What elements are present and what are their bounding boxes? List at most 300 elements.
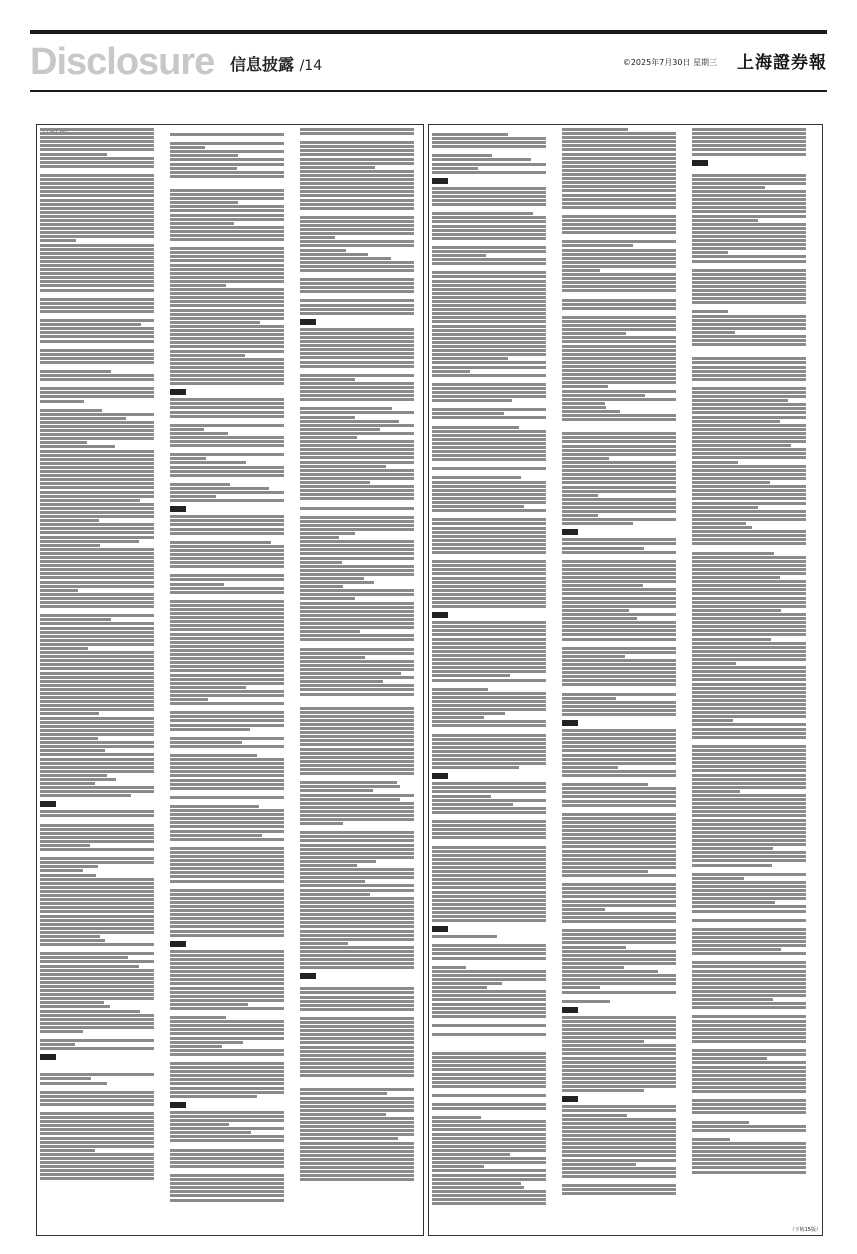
text-line: [170, 354, 245, 357]
text-line: [692, 859, 806, 862]
text-line: [432, 476, 521, 479]
text-line: [40, 157, 154, 160]
text-line: [692, 877, 744, 880]
text-line: [40, 890, 154, 893]
text-line: [432, 325, 546, 328]
text-line: [562, 986, 600, 989]
text-line: [562, 215, 676, 218]
text-line: [170, 541, 271, 544]
text-line: [432, 674, 510, 677]
text-line: [300, 1097, 414, 1100]
text-line: [562, 713, 676, 716]
text-line: [692, 407, 806, 410]
text-line: [692, 510, 806, 513]
text-line: [432, 195, 546, 198]
text-line: [40, 601, 154, 604]
text-line: [432, 1141, 546, 1144]
text-line: [432, 171, 546, 174]
text-line: [692, 361, 806, 364]
text-line: [562, 701, 676, 704]
text-line: [300, 1133, 414, 1136]
text-line: [692, 978, 806, 981]
text-line: [692, 210, 806, 213]
text-line: [300, 528, 414, 531]
text-line: [692, 715, 806, 718]
text-line: [170, 809, 284, 812]
text-line: [170, 702, 284, 705]
text-line: [562, 161, 676, 164]
text-line: [170, 317, 284, 320]
text-line: [562, 486, 676, 489]
text-line: [562, 165, 676, 168]
text-line: [562, 633, 676, 636]
text-line: [40, 952, 154, 955]
text-line: [432, 1190, 546, 1193]
text-line: [300, 269, 414, 272]
text-line: [170, 255, 284, 258]
text-line: [432, 734, 546, 737]
text-line: [692, 534, 806, 537]
text-line: [170, 591, 284, 594]
text-line: [300, 304, 414, 307]
text-line: [40, 519, 99, 522]
text-line: [562, 895, 676, 898]
text-line: [40, 425, 154, 428]
text-line: [40, 840, 154, 843]
text-line: [562, 766, 618, 769]
text-line: [300, 1162, 414, 1165]
text-line: [432, 284, 546, 287]
page-number: /14: [299, 58, 323, 74]
text-line: [692, 1086, 806, 1089]
text-line: [40, 824, 154, 827]
text-line: [300, 727, 414, 730]
text-line: [562, 679, 676, 682]
text-line: [562, 1118, 676, 1121]
text-line: [692, 144, 806, 147]
text-line: [300, 390, 414, 393]
text-line: [562, 1171, 676, 1174]
text-line: [692, 247, 806, 250]
text-line: [692, 518, 806, 521]
text-line: [562, 974, 676, 977]
text-line: [40, 753, 154, 756]
text-line: [432, 597, 546, 600]
text-line: [40, 374, 154, 377]
text-line: [40, 627, 154, 630]
text-line: [562, 1114, 627, 1117]
text-line: [432, 944, 546, 947]
text-line: [692, 613, 806, 616]
text-line: [170, 428, 204, 431]
text-line: [170, 142, 284, 145]
text-line: [432, 374, 546, 377]
text-line: [692, 806, 806, 809]
text-line: [692, 965, 806, 968]
text-line: [40, 357, 154, 360]
text-line: [692, 424, 806, 427]
text-line: [170, 970, 284, 973]
text-line: [692, 711, 806, 714]
text-line: [170, 834, 262, 837]
text-line: [300, 216, 414, 219]
text-line: [40, 470, 154, 473]
text-line: [170, 1190, 284, 1193]
text-line: [562, 1138, 676, 1141]
heading-mark: [40, 1054, 56, 1060]
text-line: [562, 418, 676, 421]
text-line: [300, 1129, 414, 1132]
text-line: [562, 398, 676, 401]
text-line: [562, 787, 676, 790]
text-line: [300, 456, 414, 459]
heading-mark: [170, 1102, 186, 1108]
text-line: [562, 791, 676, 794]
text-line: [562, 651, 676, 654]
text-line: [562, 1044, 676, 1047]
text-line: [300, 585, 343, 588]
text-line: [170, 313, 284, 316]
text-line: [300, 831, 414, 834]
text-line: [432, 642, 546, 645]
text-line: [170, 921, 284, 924]
text-line: [40, 614, 154, 617]
text-line: [692, 905, 806, 908]
text-line: [432, 412, 504, 415]
text-line: [300, 265, 414, 268]
text-line: [432, 1194, 546, 1197]
text-line: [170, 406, 284, 409]
text-line: [300, 261, 414, 264]
text-line: [40, 989, 154, 992]
text-line: [40, 268, 154, 271]
text-line: [692, 1107, 806, 1110]
text-line: [40, 148, 154, 151]
text-line: [170, 1062, 284, 1065]
text-line: [432, 254, 486, 257]
text-line: [40, 589, 78, 592]
text-line: [562, 858, 676, 861]
header-rule: [30, 90, 827, 92]
text-line: [40, 672, 154, 675]
text-line: [692, 514, 806, 517]
text-line: [40, 684, 154, 687]
text-line: [300, 1070, 414, 1073]
text-line: [562, 733, 676, 736]
text-line: [692, 1154, 806, 1157]
text-line: [692, 948, 781, 951]
text-line: [300, 544, 414, 547]
text-line: [300, 170, 414, 173]
text-line: [40, 199, 154, 202]
text-line: [40, 306, 154, 309]
text-line: [692, 1070, 806, 1073]
text-line: [692, 481, 770, 484]
text-line: [300, 925, 414, 928]
text-line: [300, 768, 414, 771]
text-line: [562, 813, 676, 816]
text-line: [432, 391, 546, 394]
text-line: [432, 1186, 524, 1189]
text-line: [300, 723, 414, 726]
text-line: [432, 1165, 484, 1168]
text-line: [170, 470, 284, 473]
text-line: [40, 1116, 154, 1119]
text-line: [432, 629, 546, 632]
text-line: [692, 448, 806, 451]
text-line: [170, 453, 284, 456]
text-line: [40, 688, 154, 691]
text-line: [170, 499, 284, 502]
text-line: [562, 933, 676, 936]
text-line: [300, 203, 414, 206]
text-line: [300, 552, 414, 555]
text-line: [300, 872, 414, 875]
text-line: [170, 163, 284, 166]
text-line: [692, 703, 806, 706]
text-line: [432, 1182, 521, 1185]
text-line: [170, 1074, 284, 1077]
text-line: [692, 851, 806, 854]
text-line: [40, 993, 154, 996]
text-line: [170, 653, 284, 656]
text-line: [40, 927, 154, 930]
text-line: [562, 461, 676, 464]
text-line: [300, 394, 414, 397]
text-line: [562, 705, 676, 708]
text-line: [432, 237, 546, 240]
text-line: [300, 1037, 414, 1040]
text-line: [170, 309, 284, 312]
text-line: [562, 904, 676, 907]
text-line: [562, 345, 676, 348]
text-line: [40, 939, 105, 942]
text-line: [432, 974, 546, 977]
text-line: [170, 711, 284, 714]
text-line: [170, 719, 284, 722]
text-line: [40, 969, 154, 972]
text-line: [170, 175, 284, 178]
text-line: [562, 414, 676, 417]
text-line: [432, 820, 546, 823]
text-line: [432, 935, 497, 938]
text-line: [562, 1024, 676, 1027]
text-line: [692, 683, 806, 686]
text-line: [562, 1122, 676, 1125]
text-line: [170, 329, 284, 332]
text-line: [562, 617, 637, 620]
text-line: [432, 828, 546, 831]
text-line: [300, 249, 346, 252]
text-line: [170, 690, 284, 693]
text-line: [300, 1117, 414, 1120]
text-line: [40, 276, 154, 279]
text-line: [170, 991, 284, 994]
text-line: [170, 1045, 222, 1048]
text-line: [300, 485, 414, 488]
text-line: [692, 889, 806, 892]
text-line: [170, 341, 284, 344]
text-line: [170, 565, 284, 568]
text-line: [562, 850, 676, 853]
text-line: [170, 855, 284, 858]
text-line: [692, 403, 806, 406]
text-line: [692, 769, 806, 772]
text-line: [170, 875, 284, 878]
text-line: [562, 891, 676, 894]
text-line: [562, 1150, 676, 1153]
text-line: [170, 304, 284, 307]
text-line: [40, 298, 154, 301]
text-line: [170, 758, 284, 761]
text-line: [300, 789, 373, 792]
text-line: [40, 651, 154, 654]
text-line: [170, 901, 284, 904]
text-line: [432, 262, 546, 265]
text-line: [300, 428, 380, 431]
text-line: [170, 1111, 284, 1114]
text-line: [170, 851, 284, 854]
text-line: [692, 1020, 806, 1023]
text-line: [562, 970, 658, 973]
text-line: [170, 415, 284, 418]
text-line: [562, 954, 676, 957]
text-line: [170, 209, 284, 212]
text-line: [562, 477, 676, 480]
text-line: [40, 894, 154, 897]
text-line: [692, 1158, 806, 1161]
text-line: [692, 662, 736, 665]
text-line: [692, 580, 806, 583]
text-line: [170, 557, 284, 560]
text-line: [562, 560, 676, 563]
text-line: [40, 1145, 154, 1148]
text-line: [692, 235, 806, 238]
text-line: [300, 420, 399, 423]
text-line: [170, 1127, 284, 1130]
text-line: [562, 1081, 676, 1084]
text-line: [40, 1128, 154, 1131]
text-line: [170, 483, 230, 486]
text-line: [692, 202, 806, 205]
text-line: [562, 148, 676, 151]
text-line: [562, 373, 676, 376]
text-line: [170, 649, 284, 652]
text-line: [562, 336, 676, 339]
text-line: [300, 719, 414, 722]
text-line: [170, 628, 284, 631]
text-line: [300, 638, 414, 641]
text-line: [432, 874, 546, 877]
top-rule: [30, 30, 827, 34]
text-line: [432, 1198, 546, 1201]
text-line: [562, 390, 676, 393]
text-line: [432, 1007, 546, 1010]
text-line: [692, 493, 806, 496]
text-line: [170, 774, 284, 777]
text-line: [692, 592, 806, 595]
text-line: [692, 178, 806, 181]
text-line: [692, 387, 806, 390]
text-line: [692, 944, 806, 947]
text-line: [300, 664, 414, 667]
text-line: [692, 774, 806, 777]
text-line: [692, 1040, 806, 1043]
text-line: [432, 246, 546, 249]
text-line: [300, 618, 414, 621]
text-line: [692, 584, 806, 587]
text-line: [300, 374, 414, 377]
text-line: [170, 867, 284, 870]
text-line: [300, 688, 414, 691]
text-line: [562, 181, 676, 184]
text-line: [432, 199, 546, 202]
text-line: [300, 1170, 414, 1173]
text-line: [432, 341, 546, 344]
text-line: [692, 293, 806, 296]
text-line: [692, 597, 806, 600]
heading-mark: [432, 926, 448, 932]
text-line: [40, 643, 154, 646]
text-line: [40, 486, 154, 489]
text-line: [40, 178, 154, 181]
text-line: [432, 154, 492, 157]
text-line: [562, 833, 676, 836]
text-line: [40, 445, 115, 448]
text-line: [170, 321, 260, 324]
text-line: [170, 549, 284, 552]
text-line: [300, 444, 414, 447]
text-line: [300, 648, 414, 651]
text-line: [562, 1028, 676, 1031]
text-line: [170, 838, 284, 841]
text-line: [692, 1028, 806, 1031]
text-line: [432, 1178, 546, 1181]
text-line: [432, 454, 546, 457]
text-line: [40, 965, 139, 968]
text-line: [562, 249, 676, 252]
text-line: [562, 277, 676, 280]
text-line: [432, 560, 546, 563]
text-line: [300, 440, 414, 443]
heading-mark: [562, 720, 578, 726]
text-line: [300, 153, 414, 156]
text-line: [40, 556, 154, 559]
text-line: [300, 1146, 414, 1149]
text-line: [432, 489, 546, 492]
text-line: [692, 621, 806, 624]
text-line: [170, 583, 224, 586]
text-line: [562, 900, 676, 903]
text-line: [300, 244, 414, 247]
text-line: [562, 1065, 676, 1068]
text-line: [562, 273, 676, 276]
heading-mark: [562, 1096, 578, 1102]
text-line: [40, 1103, 154, 1106]
text-line: [40, 207, 154, 210]
text-line: [432, 593, 546, 596]
text-line: [40, 482, 154, 485]
text-line: [432, 1107, 546, 1110]
text-line: [692, 974, 806, 977]
text-line: [170, 226, 284, 229]
text-line: [432, 518, 546, 521]
text-line: [562, 854, 676, 857]
text-line: [300, 962, 414, 965]
text-line: [40, 462, 154, 465]
text-line: [40, 878, 154, 881]
text-line: [40, 256, 154, 259]
